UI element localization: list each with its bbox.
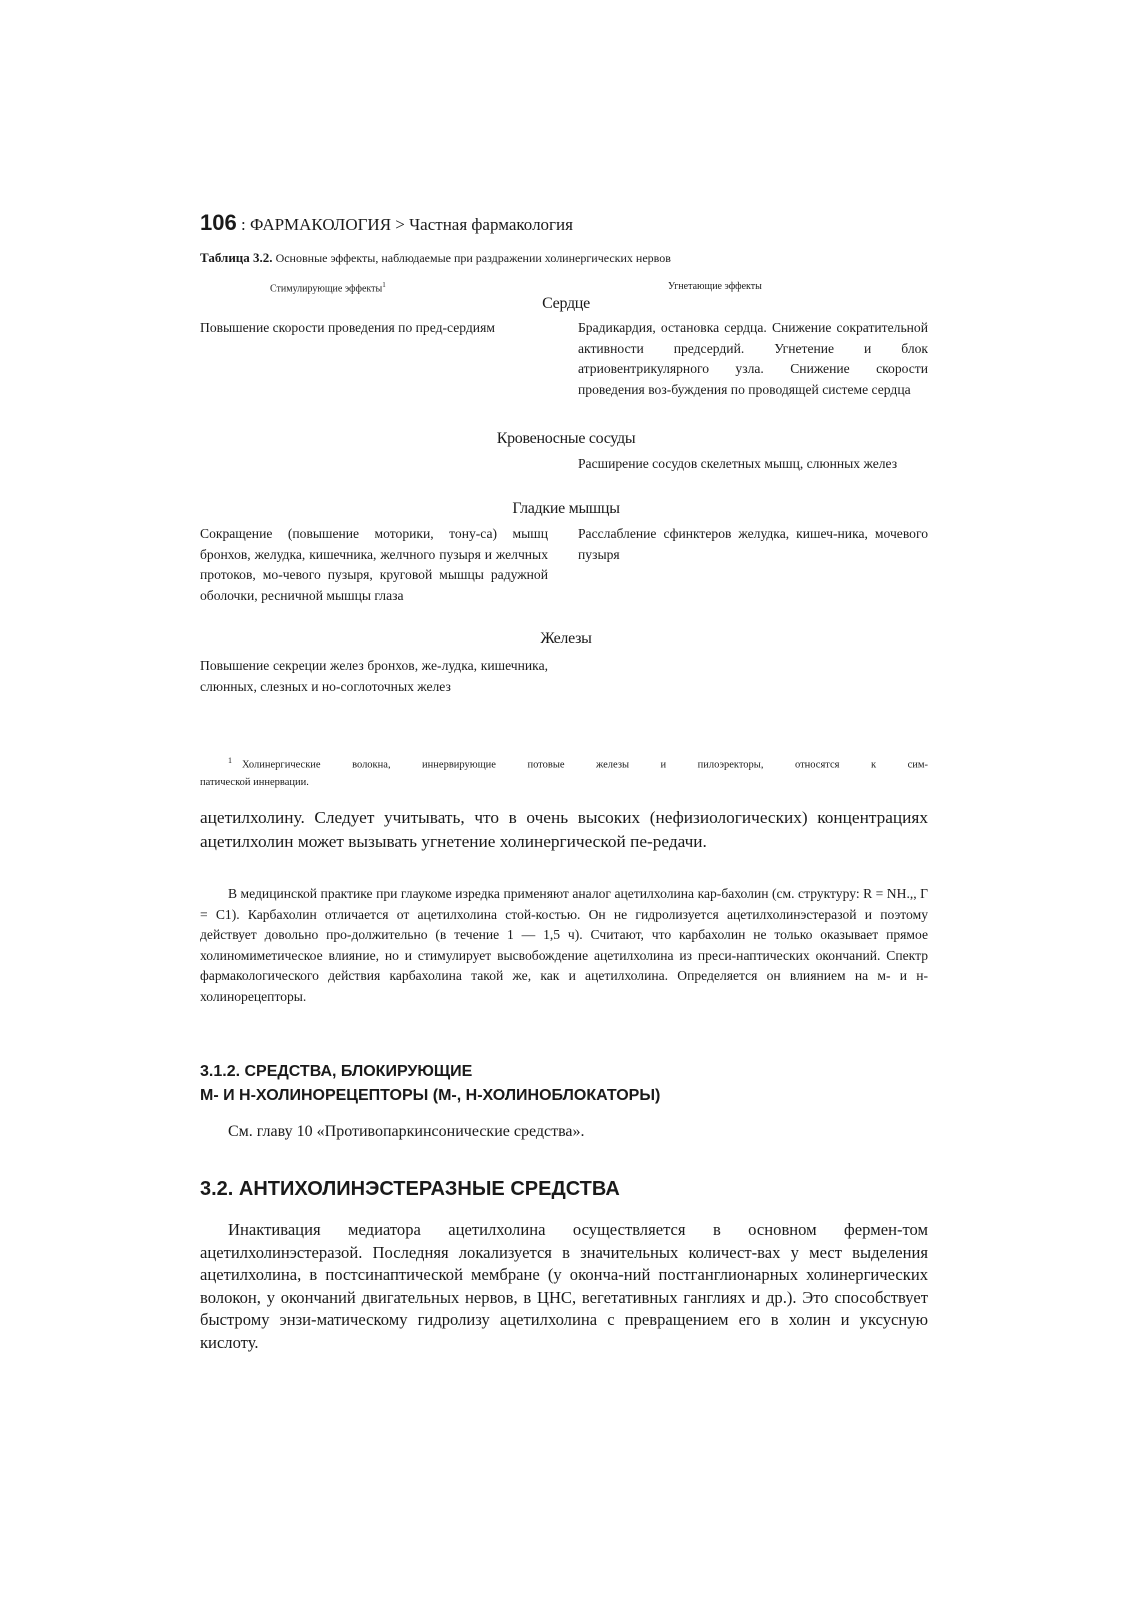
table-cell-glands-stimulating: Повышение секреции желез бронхов, же-лудка, кишечника, слюнных, слезных и но-соглоточных желез [200, 658, 548, 694]
carbachol-paragraph: В медицинской практике при глаукоме изредка применяют аналог ацетилхолина кар-бахолин (см. структуру: R = NH.,, Г = С1). Карбахолин отличается от ацетилхолина стой-костью. Он не гидролизуется ацетилхолинэстеразой и поэтому действует довольно про-должительно (в течение 1 — 1,5 ч). Считают, что карбахолин не только оказывает прямое холиномиметическое влияние, но и стимулирует высвобождение ацетилхолина из преси-наптических окончаний. Спектр фармакологического действия карбахолина такой же, как и ацетилхолина. Определяется он влиянием на м- и н-холинорецепторы. [200, 886, 928, 1004]
column-header-inhibiting: Угнетающие эффекты [668, 281, 762, 292]
table-cell-smooth-muscles-stimulating: Сокращение (повышение моторики, тону-са) мышц бронхов, желудка, кишечника, желчного пузыря и желчных протоков, мо-чевого пузыря, круговой мышцы радужной оболочки, ресничной мышцы глаза [200, 526, 548, 603]
continuation-paragraph: ацетилхолину. Следует учитывать, что в очень высоких (нефизиологических) концентрациях ацетилхолин может вызывать угнетение холинергической пе-редачи. [200, 808, 928, 851]
see-chapter-reference: См. главу 10 «Противопаркинсонические средства». [228, 1123, 585, 1140]
table-cell-smooth-muscles-inhibiting: Расслабление сфинктеров желудка, кишеч-ника, мочевого пузыря [578, 526, 928, 562]
page-number: 106 [200, 210, 237, 235]
table-caption [200, 250, 671, 266]
table-cell-heart-stimulating: Повышение скорости проведения по пред-сердиям [200, 320, 495, 335]
section-heading-3-2: 3.2. АНТИХОЛИНЭСТЕРАЗНЫЕ СРЕДСТВА [200, 1178, 620, 1200]
table-footnote-line-2: патической иннервации. [200, 776, 309, 788]
running-head-path: ФАРМАКОЛОГИЯ > Частная фармакология [249, 215, 573, 234]
running-head [200, 210, 573, 236]
column-header-footnote-mark: 1 [382, 281, 386, 289]
table-cell-heart-inhibiting: Брадикардия, остановка сердца. Снижение сократительной активности предсердий. Угнетение и блок атриовентрикулярного узла. Снижение скорости проведения воз-буждения по проводящей системе сердца [578, 320, 928, 397]
running-head-separator: : [236, 215, 250, 234]
table-section-title-heart: Сердце [542, 295, 590, 312]
table-cell-vessels-inhibiting: Расширение сосудов скелетных мышц, слюнных желез [578, 456, 898, 471]
table-footnote-line-1-text: Холинергические волокна, иннервирующие потовые железы и пилоэректоры, относятся к сим- [242, 759, 928, 771]
table-footnote-line-1 [200, 752, 928, 774]
column-header-stimulating [270, 281, 386, 294]
section-heading-3-1-2-line-2: М- И Н-ХОЛИНОРЕЦЕПТОРЫ (М-, Н-ХОЛИНОБЛОКАТОРЫ) [200, 1087, 661, 1104]
table-section-title-vessels: Кровеносные сосуды [496, 430, 636, 447]
table-caption-label: Таблица 3.2. [200, 250, 273, 265]
section-heading-3-1-2 [200, 1060, 660, 1108]
table-section-title-smooth-muscles: Гладкие мышцы [512, 500, 620, 517]
table-caption-text: Основные эффекты, наблюдаемые при раздражении холинергических нервов [272, 251, 671, 265]
section-heading-3-1-2-line-1: 3.1.2. СРЕДСТВА, БЛОКИРУЮЩИЕ [200, 1063, 473, 1080]
table-footnote [200, 752, 928, 791]
table-footnote-mark: 1 [228, 756, 232, 765]
column-header-stimulating-text: Стимулирующие эффекты [270, 283, 383, 295]
acetylcholinesterase-paragraph: Инактивация медиатора ацетилхолина осуществляется в основном фермен-том ацетилхолинэстеразой. Последняя локализуется в значительных количест-вах у мест выделения ацетилхолина, в постсинаптической мембране (у оконча-ний постганглионарных холинергических волокон, у окончаний двигательных нервов, в ЦНС, вегетативных ганглиях и др.). Это способствует быстрому энзи-матическому гидролизу ацетилхолина с превращением его в холин и уксусную кислоту. [200, 1220, 928, 1352]
table-section-title-glands: Железы [540, 630, 592, 647]
